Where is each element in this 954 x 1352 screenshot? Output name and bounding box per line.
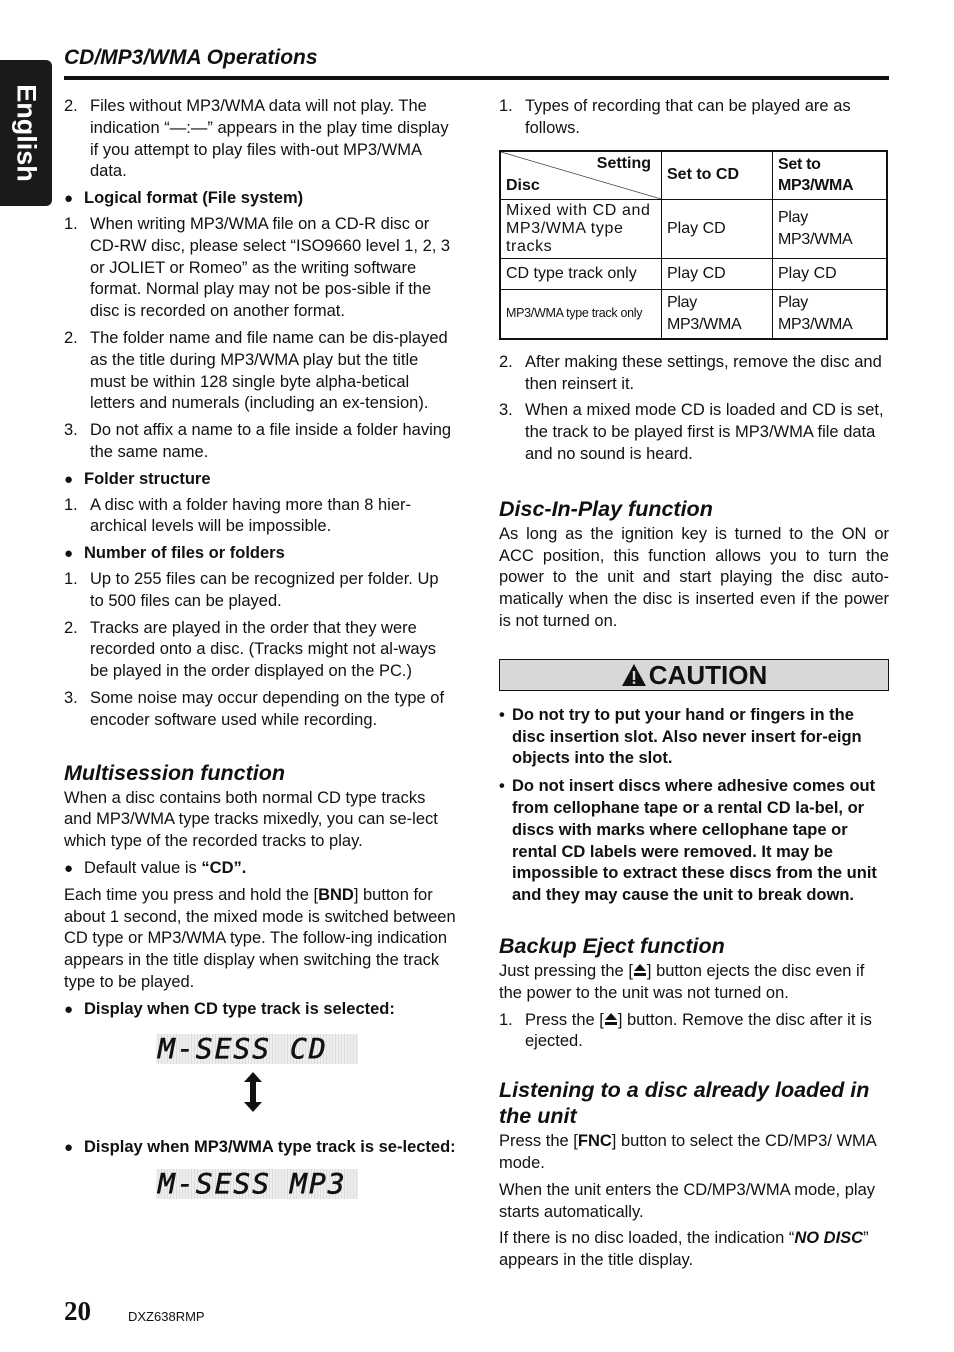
item-number: 1. <box>64 495 78 514</box>
item-number: 2. <box>499 352 513 371</box>
lcd-display-cd: M-SESS CD <box>156 1034 358 1064</box>
default-value-line <box>64 858 456 880</box>
list-item <box>64 420 456 464</box>
double-arrow-icon <box>244 1072 262 1112</box>
model-number: DXZ638RMP <box>128 1309 205 1324</box>
no-disc-paragraph <box>499 1228 889 1272</box>
auto-play-text: When the unit enters the CD/MP3/WMA mode, play starts automatically. <box>499 1180 875 1221</box>
table-cell: Play MP3/WMA <box>773 200 888 259</box>
item-number: 1. <box>64 569 78 588</box>
list-item <box>499 352 889 396</box>
table-cell: Play CD <box>662 200 773 259</box>
left-column <box>64 96 456 1199</box>
item-text: After making these settings, remove the disc and then reinsert it. <box>525 352 882 393</box>
nodisc-pre: If there is no disc loaded, the indication “ <box>499 1229 795 1248</box>
item-text: Up to 255 files can be recognized per folder. Up to 500 files can be played. <box>90 569 439 610</box>
subheading-display-mp3: ● Display when MP3/WMA type track is se-lected: <box>64 1137 456 1159</box>
item-number: 2. <box>64 97 78 115</box>
item-text: The folder name and file name can be dis-played as the title during MP3/WMA play but the title must be within 128 single byte alpha-betical letters and numerals (including an ex-tension). <box>90 328 448 413</box>
table-cell: MP3/WMA type track only <box>500 290 662 339</box>
caution-item: • Do not try to put your hand or fingers in the disc insertion slot. Also never insert for-eign objects into the slot. <box>499 705 889 770</box>
list-item <box>64 569 456 613</box>
item-number: 3. <box>499 401 513 420</box>
item-number: 2. <box>64 618 78 637</box>
nodisc-value: NO DISC <box>794 1229 864 1248</box>
backup-eject-title: Backup Eject function <box>499 933 725 958</box>
fnc-paragraph <box>499 1131 889 1175</box>
default-value: “CD”. <box>201 858 247 877</box>
backup-item-pre: Press the [ <box>525 1010 604 1029</box>
playback-settings-table <box>499 150 888 340</box>
list-item <box>64 618 456 683</box>
subheading-display-cd: ● Display when CD type track is selected: <box>64 999 456 1021</box>
section-header: CD/MP3/WMA Operations <box>64 46 318 69</box>
table-cell: Play CD <box>773 259 888 290</box>
backup-item-post: ] button. Remove the disc after it is ejected. <box>525 1010 872 1051</box>
item-number: 1. <box>499 1010 513 1029</box>
item-number: 1. <box>64 214 78 233</box>
bnd-post: ] button for about 1 second, the mixed mode is switched between CD type or MP3/WMA type. The follow-ing indication appears in the title display when switching the track type to be played. <box>64 885 456 991</box>
caution-item: • Do not insert discs where adhesive comes out from cellophane tape or a rental CD la-bel, or discs with marks where cellophane tape or rental CD labels were removed. It may be impossible to extract these discs from the unit and they may cause the unit to break down. <box>499 776 889 907</box>
list-item <box>64 495 456 539</box>
subheading-number-of-files: ● Number of files or folders <box>64 543 456 565</box>
table-cell: Play MP3/WMA <box>773 290 888 339</box>
list-item <box>499 400 889 465</box>
caution-banner <box>499 659 889 691</box>
eject-icon <box>604 1012 618 1026</box>
table-row <box>500 290 887 339</box>
header-disc: Disc <box>506 177 540 195</box>
table-row <box>500 200 887 259</box>
header-setting: Setting <box>596 154 651 172</box>
default-prefix: Default value is <box>84 858 202 877</box>
item-text: Files without MP3/WMA data will not play. The indication “—:—” appears in the play time display if you attempt to play files with-out MP3/WMA data. <box>90 97 449 181</box>
table-cell: CD type track only <box>500 259 662 290</box>
item-number: 3. <box>64 688 78 707</box>
item-number: 3. <box>64 421 78 440</box>
list-item <box>64 96 456 183</box>
table-corner-header <box>500 151 662 200</box>
multisession-title: Multisession function <box>64 760 285 785</box>
list-item <box>499 1010 889 1054</box>
list-item <box>499 96 889 140</box>
column-header-mp3: Set to MP3/WMA <box>773 151 888 200</box>
item-text: Do not affix a name to a file inside a folder having the same name. <box>90 421 452 461</box>
language-tab <box>0 60 52 206</box>
page-number: 20 <box>64 1296 91 1326</box>
item-text: When writing MP3/WMA file on a CD-R disc or CD-RW disc, please select “ISO9660 level 1, 2, 3 or JOLIET or Romeo” as the writing software format. Normal play may not be pos-sible if the disc is recorded on another format. <box>90 214 451 321</box>
warning-icon <box>621 663 647 687</box>
item-text: A disc with a folder having more than 8 hier-archical levels will be impossible. <box>90 495 412 536</box>
lcd-display-mp3: M-SESS MP3 <box>156 1169 358 1199</box>
bnd-pre: Each time you press and hold the [ <box>64 885 319 904</box>
list-item <box>64 214 456 323</box>
item-text: Tracks are played in the order that they were recorded onto a disc. (Tracks might not al-ways be played in the order displayed on the PC.) <box>90 618 437 681</box>
item-number: 2. <box>64 328 78 347</box>
eject-icon <box>633 963 647 977</box>
header-rule <box>64 76 889 80</box>
fnc-key: FNC <box>577 1132 612 1151</box>
table-row <box>500 259 887 290</box>
multisession-intro: When a disc contains both normal CD type tracks and MP3/WMA type tracks mixedly, you can se-lect which type of the recorded tracks to play. <box>64 788 438 851</box>
language-tab-label: English <box>11 84 42 182</box>
table-cell: Play MP3/WMA <box>662 290 773 339</box>
item-text: When a mixed mode CD is loaded and CD is set, the track to be played first is MP3/WMA file data and no sound is heard. <box>525 401 884 463</box>
disc-in-play-title: Disc-In-Play function <box>499 496 713 521</box>
subheading-folder-structure: ● Folder structure <box>64 469 456 491</box>
fnc-pre: Press the [ <box>499 1132 578 1151</box>
item-text: Some noise may occur depending on the type of encoder software used while recording. <box>90 688 445 729</box>
backup-post: ] button ejects the disc even if the power to the unit was not turned on. <box>499 961 865 1002</box>
list-item <box>64 328 456 415</box>
list-item <box>64 688 456 732</box>
bnd-key: BND <box>318 885 354 904</box>
bullet-icon: ● <box>64 859 74 877</box>
item-number: 1. <box>499 97 513 115</box>
backup-eject-text <box>499 961 889 1005</box>
subheading-logical-format: ● Logical format (File system) <box>64 188 456 210</box>
column-header-cd: Set to CD <box>662 151 773 200</box>
nodisc-post: ” appears in the title display. <box>499 1229 869 1270</box>
backup-pre: Just pressing the [ <box>499 961 633 980</box>
caution-label: CAUTION <box>648 659 768 690</box>
disc-in-play-text: As long as the ignition key is turned to the ON or ACC position, this function allows you to turn the power to the unit and start playing the disc auto-matically when the disc is inserted even if the power is not turned on. <box>499 524 889 630</box>
table-cell: Mixed with CD and MP3/WMA type tracks <box>500 200 662 259</box>
right-column <box>499 96 889 1277</box>
item-text: Types of recording that can be played are as follows. <box>525 97 851 137</box>
fnc-post: ] button to select the CD/MP3/ WMA mode. <box>499 1132 876 1172</box>
bnd-paragraph <box>64 885 456 994</box>
table-cell: Play CD <box>662 259 773 290</box>
listening-title: Listening to a disc already loaded in the unit <box>499 1078 870 1129</box>
